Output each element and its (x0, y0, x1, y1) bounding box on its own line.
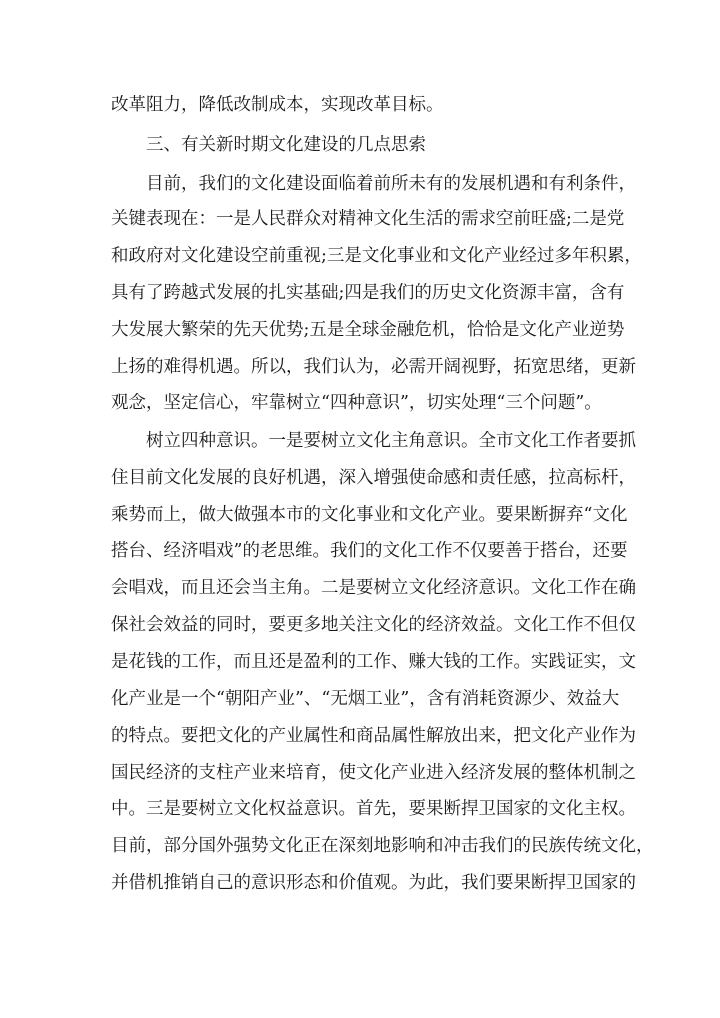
paragraph-line: 上扬的难得机遇。所以，我们认为，必需开阔视野，拓宽思绪，更新 (111, 357, 636, 377)
paragraph-line: 化产业是一个“朝阳产业”、“无烟工业”，含有消耗资源少、效益大 (111, 689, 620, 709)
paragraph-line: 和政府对文化建设空前重视;三是文化事业和文化产业经过多年积累， (111, 246, 642, 266)
paragraph-line: 目前，我们的文化建设面临着前所未有的发展机遇和有利条件， (146, 174, 636, 194)
paragraph-line: 是花钱的工作，而且还是盈利的工作、赚大钱的工作。实践证实，文 (111, 652, 636, 672)
paragraph-line: 观念，坚定信心，牢靠树立“四种意识”，切实处理“三个问题”。 (111, 393, 602, 413)
paragraph-line: 保社会效益的同时，要更多地关注文化的经济效益。文化工作不但仅 (111, 615, 636, 635)
section-heading: 三、有关新时期文化建设的几点思索 (146, 135, 426, 155)
paragraph-line: 关键表现在：一是人民群众对精神文化生活的需求空前旺盛;二是党 (111, 209, 625, 229)
paragraph-line: 住目前文化发展的良好机遇，深入增强使命感和责任感，拉高标杆， (111, 468, 636, 488)
paragraph-line: 的特点。要把文化的产业属性和商品属性解放出来，把文化产业作为 (111, 726, 636, 746)
paragraph-line: 并借机推销自己的意识形态和价值观。为此，我们要果断捍卫国家的 (111, 873, 636, 893)
paragraph-line: 搭台、经济唱戏”的老思维。我们的文化工作不仅要善于搭台，还要 (111, 541, 628, 561)
paragraph-line: 国民经济的支柱产业来培育，使文化产业进入经济发展的整体机制之 (111, 763, 636, 783)
paragraph-line: 具有了跨越式发展的扎实基础;四是我们的历史文化资源丰富，含有 (111, 283, 625, 303)
paragraph-line: 目前，部分国外强势文化正在深刻地影响和冲击我们的民族传统文化， (111, 836, 654, 856)
paragraph-line: 会唱戏，而且还会当主角。二是要树立文化经济意识。文化工作在确 (111, 578, 636, 598)
paragraph-line: 大发展大繁荣的先天优势;五是全球金融危机，恰恰是文化产业逆势 (111, 320, 625, 340)
paragraph-line: 树立四种意识。一是要树立文化主角意识。全市文化工作者要抓 (146, 431, 636, 451)
paragraph-line: 中。三是要树立文化权益意识。首先，要果断捍卫国家的文化主权。 (111, 799, 636, 819)
paragraph-line: 乘势而上，做大做强本市的文化事业和文化产业。要果断摒弃“文化 (111, 505, 628, 525)
paragraph-line: 改革阻力，降低改制成本，实现改革目标。 (111, 95, 444, 115)
